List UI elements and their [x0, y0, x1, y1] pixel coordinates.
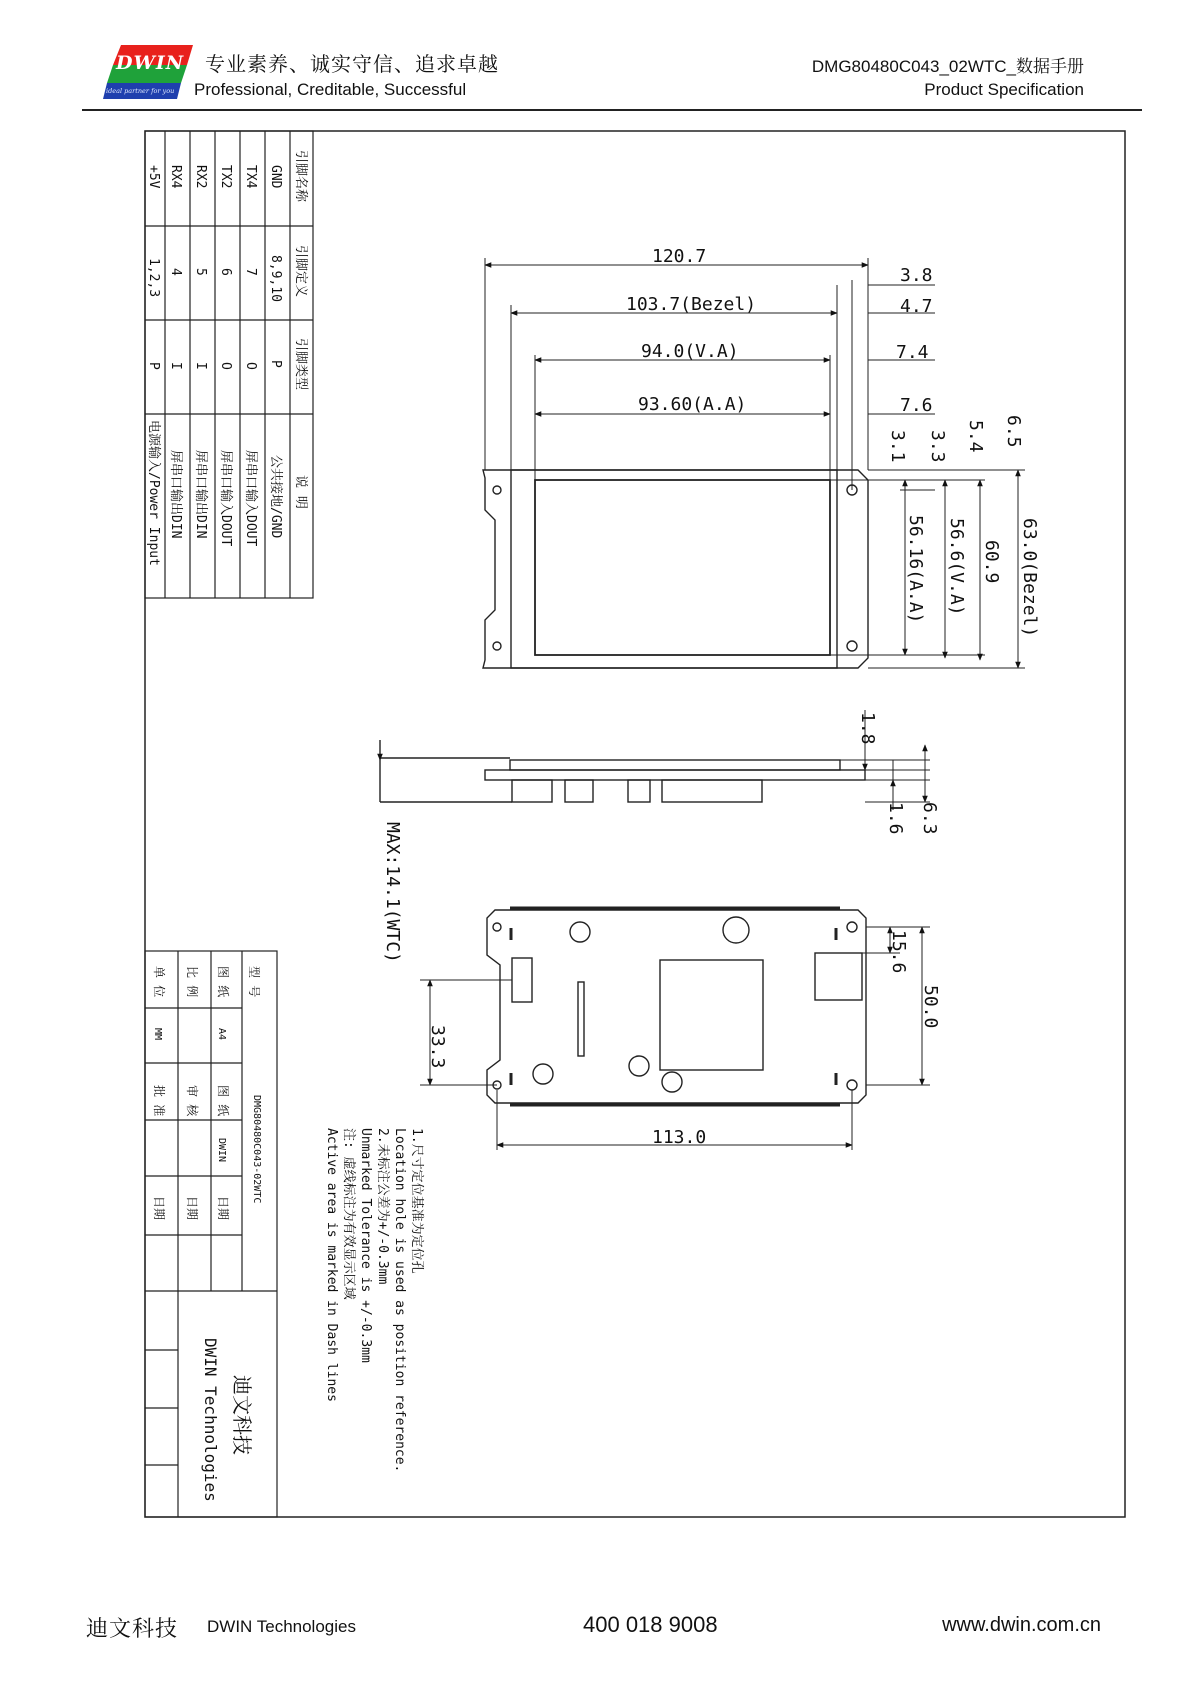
doc-title: DMG80480C043_02WTC_数据手册	[811, 57, 1084, 76]
logo-tagline: ideal partner for you	[106, 87, 175, 95]
side-view	[380, 740, 865, 802]
note-line: 注: 虚线标注为有效显示区域	[341, 1128, 356, 1300]
pin-cell: 7	[243, 268, 258, 276]
pin-cell: 屏串口输出DIN	[193, 450, 208, 539]
dim-v-offset-4: 6.5	[1003, 415, 1024, 448]
dim-mid-height: 60.9	[981, 540, 1002, 584]
dim-offset-2: 4.7	[900, 296, 933, 317]
pin-cell: TX2	[218, 165, 233, 189]
dim-aa-width: 93.60(A.A)	[638, 394, 747, 415]
tb-date-label: 日期	[216, 1196, 230, 1221]
pin-cell: 6	[218, 268, 233, 276]
note-line: 2.未标注公差为+/-0.3mm	[375, 1128, 390, 1285]
pin-cell: 屏串口输出DIN	[168, 450, 183, 539]
pin-cell: 屏串口输入DOUT	[218, 450, 233, 547]
pin-cell: P	[268, 360, 283, 368]
title-block-text	[152, 966, 262, 1502]
note-line: Location hole is used as position reference.	[392, 1128, 407, 1473]
dim-side-2: 1.6	[885, 802, 906, 835]
pin-header-def: 引脚定义	[293, 245, 308, 298]
pin-cell: I	[168, 362, 183, 370]
dim-side-3: 6.3	[919, 802, 940, 835]
dim-offset-4: 7.6	[900, 395, 933, 416]
note-line: 1.尺寸定位基准为定位孔	[409, 1128, 424, 1274]
dim-rear-width: 113.0	[652, 1127, 707, 1148]
tb-sheet-label: 图 纸	[216, 966, 230, 998]
pin-cell: O	[243, 362, 258, 370]
dim-rear-2: 50.0	[920, 985, 941, 1029]
dim-rear-1: 15.6	[888, 930, 909, 974]
tb-sheet-value: A4	[216, 1028, 227, 1041]
dim-aa-height: 56.16(A.A)	[905, 515, 926, 624]
pin-cell: 8,9,10	[268, 255, 283, 302]
dim-v-offset-3: 5.4	[965, 420, 986, 453]
tb-scale-label: 比 例	[185, 966, 199, 998]
dim-side-1: 1.8	[857, 712, 878, 745]
pin-header-type: 引脚类型	[293, 338, 308, 391]
pin-cell: TX4	[243, 165, 258, 189]
dim-va-height: 56.6(V.A)	[946, 518, 967, 616]
slogan-cn: 专业素养、诚实守信、追求卓越	[205, 52, 499, 76]
note-line: Active area is marked in Dash lines	[324, 1128, 339, 1402]
pin-cell: +5V	[146, 165, 161, 189]
pin-cell: 屏串口输入DOUT	[243, 450, 258, 547]
pin-cell: RX4	[168, 165, 183, 189]
tb-date-label-2: 日期	[185, 1196, 199, 1221]
dim-rear-3: 33.3	[427, 1025, 448, 1069]
doc-subtitle: Product Specification	[924, 80, 1084, 99]
tb-unit-value: MM	[152, 1028, 163, 1041]
pin-cell: RX2	[193, 165, 208, 189]
tb-model-value: DMG80480C043-02WTC	[251, 1095, 262, 1204]
pin-cell: 1,2,3	[146, 258, 161, 298]
pin-cell: I	[193, 362, 208, 370]
footer-company-cn: 迪文科技	[86, 1617, 179, 1642]
dim-va-width: 94.0(V.A)	[641, 341, 739, 362]
rear-view	[487, 908, 866, 1105]
tb-drawing-label: 图 纸	[216, 1085, 230, 1117]
drawing-frame	[145, 131, 1125, 1517]
front-dim-labels	[626, 246, 1040, 637]
tb-date-label-3: 日期	[152, 1196, 166, 1221]
dim-bezel-width: 103.7(Bezel)	[626, 294, 757, 315]
dim-v-offset-1: 3.1	[887, 430, 908, 463]
footer-website[interactable]: www.dwin.com.cn	[942, 1614, 1101, 1636]
tb-model-label: 型 号	[247, 966, 261, 998]
tb-review-label: 审 核	[185, 1085, 199, 1117]
dim-max-thickness: MAX:14.1(WTC)	[382, 822, 403, 963]
dim-offset-3: 7.4	[896, 342, 929, 363]
pin-cell: P	[146, 362, 161, 370]
pin-table-text	[146, 150, 309, 566]
dim-bezel-height: 63.0(Bezel)	[1019, 518, 1040, 638]
logo-text: DWIN	[116, 52, 185, 74]
notes	[324, 1128, 425, 1472]
pin-cell: 公共接地/GND	[268, 455, 283, 539]
dim-overall-width: 120.7	[652, 246, 707, 267]
tb-approve-label: 批 准	[152, 1085, 166, 1117]
footer-company-en: DWIN Technologies	[207, 1617, 356, 1636]
pin-header-name: 引脚名称	[293, 150, 308, 203]
front-view	[483, 470, 868, 668]
dim-offset-1: 3.8	[900, 265, 933, 286]
rear-dim-labels	[427, 930, 941, 1148]
pin-cell: 4	[168, 268, 183, 276]
tb-unit-label: 单 位	[152, 966, 166, 998]
note-line: Unmarked Tolerance is +/-0.3mm	[358, 1128, 373, 1363]
pin-cell: O	[218, 362, 233, 370]
footer-phone: 400 018 9008	[583, 1612, 718, 1637]
tb-company-en: DWIN Technologies	[201, 1338, 220, 1502]
tb-company-cn: 迪文科技	[230, 1375, 254, 1455]
tb-drawing-value: DWIN	[216, 1138, 227, 1163]
pin-cell: 电源输入/Power Input	[146, 420, 161, 566]
pin-header-desc: 说 明	[293, 475, 308, 509]
pin-cell: 5	[193, 268, 208, 276]
slogan-en: Professional, Creditable, Successful	[194, 80, 467, 99]
dim-v-offset-2: 3.3	[927, 430, 948, 463]
pin-cell: GND	[268, 165, 283, 189]
front-dimensions	[485, 258, 1025, 668]
